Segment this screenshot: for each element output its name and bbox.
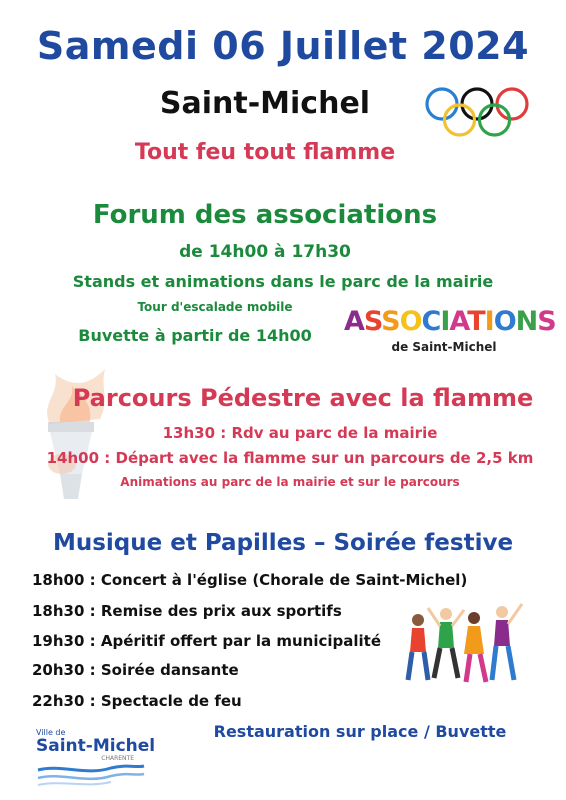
ville-logo (36, 728, 156, 792)
event-date-title: Samedi 06 Juillet 2024 (36, 24, 530, 68)
forum-title: Forum des associations (92, 200, 438, 230)
associations-logo-letter: N (515, 306, 538, 337)
forum-climbing-tower: Tour d'escalade mobile (137, 300, 293, 314)
program-item: 20h30 : Soirée dansante (32, 661, 239, 679)
program-item: 18h00 : Concert à l'église (Chorale de Saint-Michel) (32, 571, 468, 589)
associations-logo (344, 306, 556, 354)
parcours-title: Parcours Pédestre avec la flamme (72, 384, 534, 412)
forum-stands: Stands et animations dans le parc de la mairie (72, 272, 494, 291)
town-name: Saint-Michel (159, 86, 371, 121)
associations-logo-letter: O (493, 306, 516, 337)
program-item: 18h30 : Remise des prix aux sportifs (32, 602, 342, 620)
tagline: Tout feu tout flamme (134, 140, 396, 165)
associations-logo-letter: O (399, 306, 422, 337)
forum-hours: de 14h00 à 17h30 (179, 242, 351, 262)
associations-logo-letter: C (421, 306, 441, 337)
associations-logo-letter: S (381, 306, 400, 337)
parcours-rdv: 13h30 : Rdv au parc de la mairie (162, 424, 438, 442)
associations-logo-letter: I (484, 306, 494, 337)
forum-buvette: Buvette à partir de 14h00 (78, 326, 312, 345)
associations-logo-subtitle: de Saint-Michel (391, 340, 497, 354)
musique-title: Musique et Papilles – Soirée festive (52, 530, 514, 556)
ville-logo-name: Saint-Michel (36, 736, 156, 756)
program-item: 19h30 : Apéritif offert par la municipalité (32, 632, 382, 650)
associations-logo-letter: A (344, 306, 364, 337)
associations-logo-letter: S (537, 306, 556, 337)
olympic-rings-icon (422, 86, 532, 140)
wave-icon (36, 762, 146, 788)
associations-logo-letter: T (467, 306, 485, 337)
associations-logo-letter: S (363, 306, 382, 337)
restauration-note: Restauration sur place / Buvette (213, 722, 507, 741)
dancers-illustration (398, 590, 528, 690)
parcours-animations: Animations au parc de la mairie et sur le parcours (120, 475, 460, 489)
ville-logo-prefix: Ville de (36, 728, 66, 737)
associations-logo-word (344, 306, 556, 338)
program-item: 22h30 : Spectacle de feu (32, 692, 242, 710)
associations-logo-letter: A (449, 306, 468, 337)
parcours-depart: 14h00 : Départ avec la flamme sur un parcours de 2,5 km (46, 449, 534, 467)
ville-logo-dept: CHARENTE (101, 755, 134, 762)
associations-logo-letter: I (440, 306, 450, 337)
